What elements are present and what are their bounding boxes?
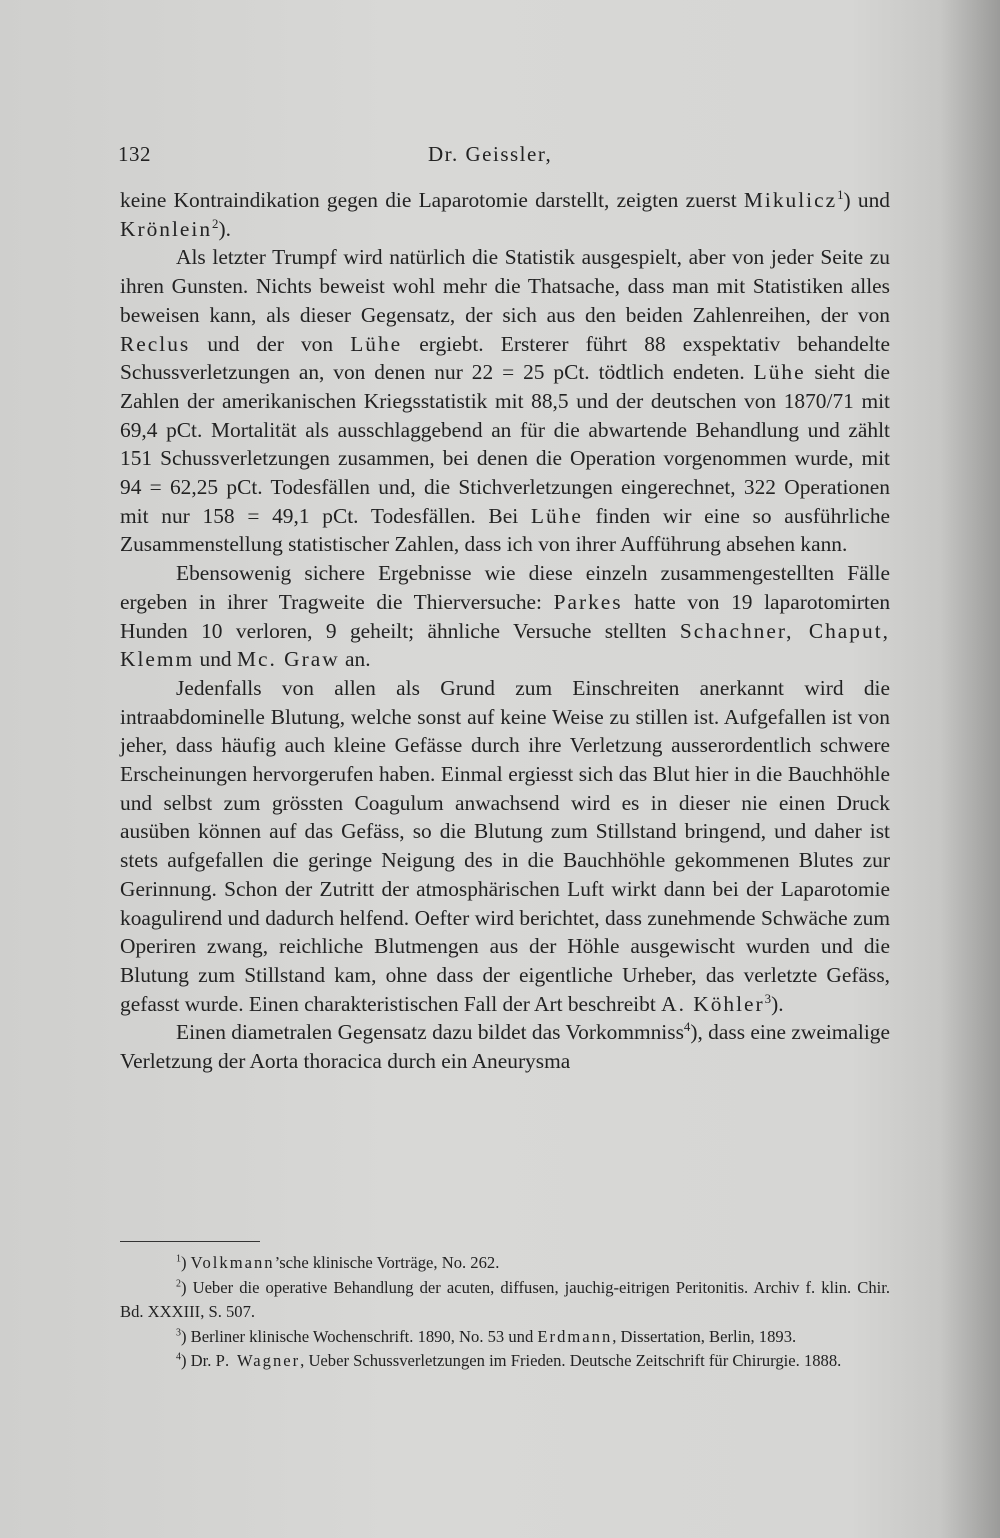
author-name: Erdmann	[537, 1326, 613, 1346]
author-name: Lühe	[530, 503, 583, 528]
text-run: Jedenfalls von allen als Grund zum Einschreiten anerkannt wird die intraabdominelle Blutung, welche sonst auf keine Weise zu stillen ist. Aufgefallen ist von jeher, dass häufig auch kleine Gefässe durch ihre Verletzung ausserordentlich schwere Erscheinungen hervorgerufen haben. Einmal ergiesst sich das Blut hier in die Bauchhöhle und selbst zum grössten Coagulum anwachsend wird es in dieser nie einen Druck ausüben können auf das Gefäss, so die Blutung zum Stillstand bringend, und daher ist stets aufgefallen die geringe Neigung des in die Bauchhöhle gekommenen Blutes zur Gerinnung. Schon der Zutritt der atmosphärischen Luft wirkt dann bei der Laparotomie koagulirend und dadurch helfend. Oefter wird berichtet, dass zunehmende Schwäche zum Operiren zwang, reichliche Blutmengen aus der Höhle ausgewischt wurden und die Blutung zum Stillstand kam, ohne dass der eigentliche Urheber, das verletzte Gefäss, gefasst wurde. Einen charakteristischen Fall der Art beschreibt	[120, 675, 890, 1016]
text-run: Einen diametralen Gegensatz dazu bildet das Vorkommniss	[176, 1020, 684, 1045]
author-name: Mc. Graw	[236, 647, 340, 672]
author-name: Lühe	[753, 360, 806, 385]
text-run: hatte von 19 laparotomirten Hunden 10 verloren, 9 geheilt; ähnliche Versuche stellten	[120, 589, 891, 643]
footnote	[120, 1325, 890, 1350]
body-text	[120, 186, 890, 1076]
author-name: Parkes	[553, 589, 623, 614]
text-run: ) und	[843, 188, 890, 212]
text-run: ) Ueber die operative Behandlung der acuten, diffusen, jauchig-eitrigen Peritonitis. Archiv f. klin. Chir. Bd. XXXIII, S. 507.	[120, 1277, 890, 1321]
text-run: an.	[339, 647, 371, 672]
author-name: Lühe	[350, 331, 403, 356]
footnotes	[120, 1251, 890, 1374]
text-run: ergiebt. Ersterer führt 88 exspektativ behandelte Schussverletzungen an, von denen nur 22 = 25 pCt. tödtlich endeten.	[120, 331, 890, 385]
footnote-divider	[120, 1241, 260, 1242]
text-run: und der von	[190, 331, 351, 356]
footnote-ref: 1	[837, 187, 844, 202]
running-head: Dr. Geissler,	[428, 142, 553, 166]
author-name: Krönlein	[120, 216, 213, 241]
text-run: )	[180, 1253, 191, 1272]
paragraph	[120, 1018, 890, 1075]
page-number: 132	[118, 142, 151, 166]
text-run: finden wir eine so ausführliche Zusammenstellung statistischer Zahlen, dass ich von ihrer Aufführung absehen kann.	[120, 503, 891, 557]
footnote-number: 4	[176, 1351, 181, 1363]
text-run: ).	[218, 216, 231, 241]
text-run: , Ueber Schussverletzungen im Frieden. Deutsche Zeitschrift für Chirurgie. 1888.	[300, 1351, 842, 1370]
text-run: ).	[771, 991, 784, 1016]
author-name: P. Wagner	[215, 1351, 301, 1370]
text-run: sieht die Zahlen der amerikanischen Kriegsstatistik mit 88,5 und der deutschen von 1870/71 mit 69,4 pCt. Mortalität als ausschlaggebend an für die abwartende Behandlung und zählt 151 Schussverletzungen zusammen, bei denen die Operation vorgenommen wurde, mit 94 = 62,25 pCt. Todesfällen und, die Stichverletzungen eingerechnet, 322 Operationen mit nur 158 = 49,1 pCt. Todesfällen. Bei	[120, 360, 890, 528]
text-run: und	[194, 647, 237, 672]
footnote-ref: 2	[212, 216, 219, 231]
text-run: ’sche klinische Vorträge, No. 262.	[274, 1253, 500, 1272]
footnote-number: 2	[176, 1277, 181, 1289]
author-name: Mikulicz	[743, 188, 838, 212]
text-run: Ebensowenig sichere Ergebnisse wie diese einzeln zusammengestellten Fälle ergeben in ihrer Tragweite die Thierversuche:	[120, 561, 890, 614]
author-name: Schachner, Chaput, Klemm	[120, 618, 890, 672]
footnote-ref: 4	[683, 1020, 691, 1035]
author-name: Volkmann	[190, 1253, 275, 1272]
page-edge-shadow	[940, 0, 1000, 1538]
author-name: A. Köhler	[661, 991, 765, 1016]
text-run: Als letzter Trumpf wird natürlich die Statistik ausgespielt, aber von jeder Seite zu ihren Gunsten. Nichts beweist wohl mehr die Thatsache, dass man mit Statistiken alles beweisen kann, als dieser Gegensatz, der sich aus den beiden Zahlenreihen, der von	[120, 245, 890, 327]
footnote	[120, 1276, 890, 1325]
text-run: ), dass eine zweimalige Verletzung der Aorta thoracica durch ein Aneurysma	[120, 1020, 890, 1074]
paragraph	[120, 186, 890, 243]
text-run: keine Kontraindikation gegen die Laparotomie darstellt, zeigten zuerst	[120, 188, 744, 212]
footnote-number: 3	[176, 1326, 181, 1338]
paragraph	[120, 559, 890, 674]
footnote-number: 1	[176, 1253, 181, 1265]
author-name: Reclus	[120, 331, 191, 356]
text-run: ) Berliner klinische Wochenschrift. 1890, No. 53 und	[180, 1326, 538, 1346]
text-run: , Dissertation, Berlin, 1893.	[612, 1326, 797, 1346]
text-run: ) Dr.	[180, 1351, 216, 1370]
paragraph	[120, 243, 890, 559]
footnote-ref: 3	[764, 991, 772, 1006]
paragraph	[120, 674, 890, 1018]
footnote	[120, 1349, 890, 1374]
footnote	[120, 1251, 890, 1276]
